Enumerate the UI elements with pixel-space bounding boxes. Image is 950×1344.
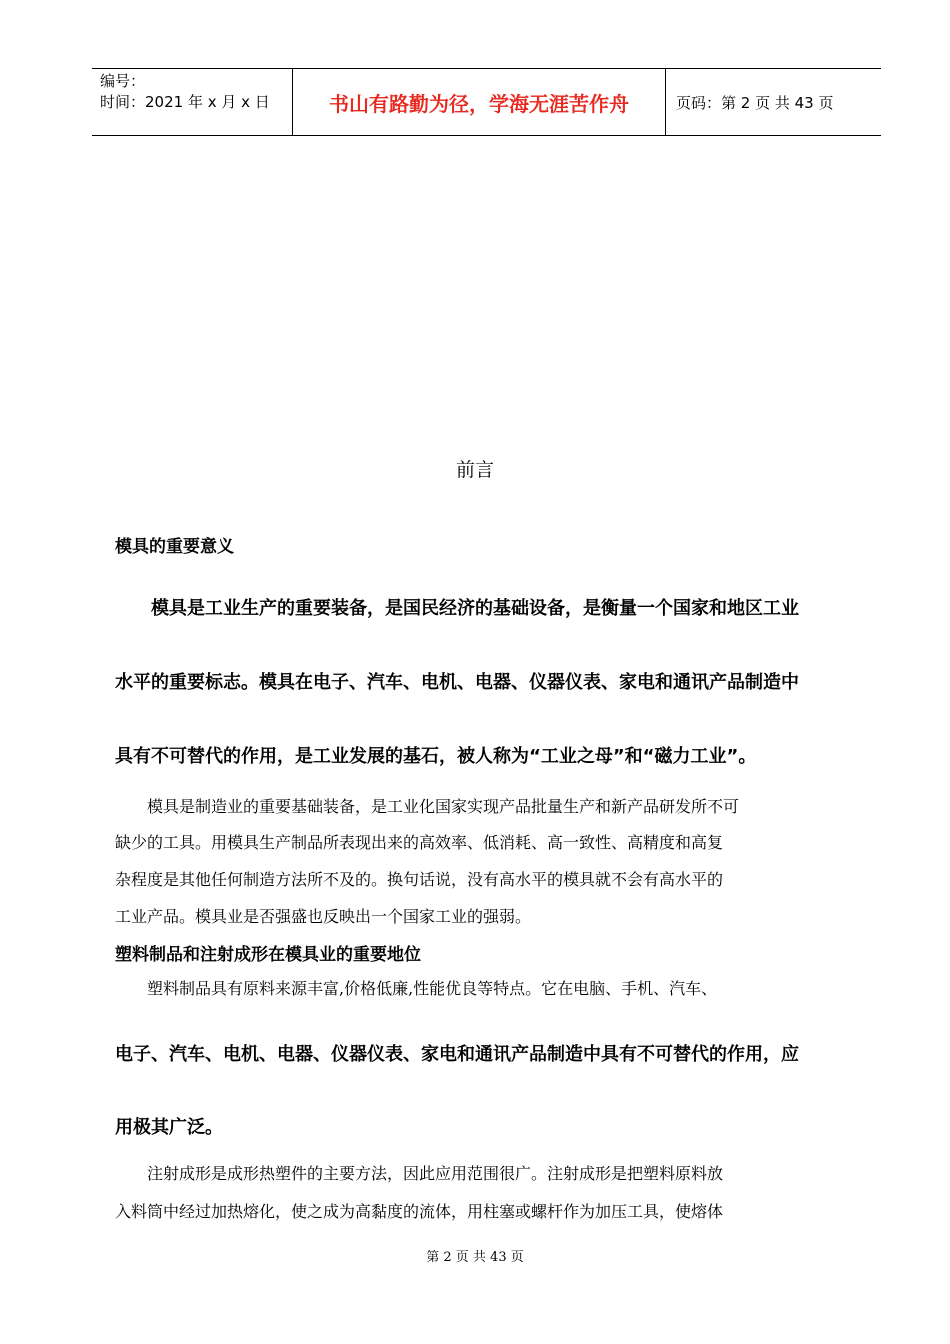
number-label: 编号： [100, 72, 146, 90]
paragraph-line: 入料筒中经过加热熔化，使之成为高黏度的流体，用柱塞或螺杆作为加压工具，使熔体 [115, 1202, 724, 1221]
header-motto-cell [293, 69, 666, 135]
paragraph-line: 杂程度是其他任何制造方法所不及的。换句话说，没有高水平的模具就不会有高水平的 [115, 870, 724, 889]
paragraph-line: 电子、汽车、电机、电器、仪器仪表、家电和通讯产品制造中具有不可替代的作用，应 [115, 1044, 799, 1065]
paragraph-line: 缺少的工具。用模具生产制品所表现出来的高效率、低消耗、高一致性、高精度和高复 [115, 833, 724, 852]
paragraph-line: 水平的重要标志。模具在电子、汽车、电机、电器、仪器仪表、家电和通讯产品制造中 [115, 672, 799, 693]
paragraph-line: 模具是制造业的重要基础装备，是工业化国家实现产品批量生产和新产品研发所不可 [115, 797, 740, 816]
paragraph-line: 用极其广泛。 [115, 1117, 223, 1138]
paragraph-line: 工业产品。模具业是否强盛也反映出一个国家工业的强弱。 [115, 907, 532, 926]
motto-text: 书山有路勤为径，学海无涯苦作舟 [329, 91, 629, 116]
time-label: 时间：2021 年 x 月 x 日 [100, 93, 270, 111]
header-page-cell [666, 69, 881, 135]
document-header [92, 68, 881, 136]
header-meta-cell [92, 69, 293, 135]
paragraph-line: 具有不可替代的作用，是工业发展的基石，被人称为“工业之母”和“磁力工业”。 [115, 746, 757, 767]
page-info: 页码：第 2 页 共 43 页 [676, 93, 834, 112]
paragraph-line: 模具是工业生产的重要装备，是国民经济的基础设备，是衡量一个国家和地区工业 [115, 598, 799, 619]
paragraph-line: 注射成形是成形热塑件的主要方法，因此应用范围很广。注射成形是把塑料原料放 [115, 1164, 724, 1183]
page-footer: 第 2 页 共 43 页 [426, 1250, 524, 1265]
section-heading-plastic-injection: 塑料制品和注射成形在模具业的重要地位 [115, 945, 421, 965]
page-title: 前言 [455, 459, 494, 481]
paragraph-line: 塑料制品具有原料来源丰富,价格低廉,性能优良等特点。它在电脑、手机、汽车、 [115, 979, 718, 998]
section-heading-mold-significance: 模具的重要意义 [115, 537, 234, 557]
